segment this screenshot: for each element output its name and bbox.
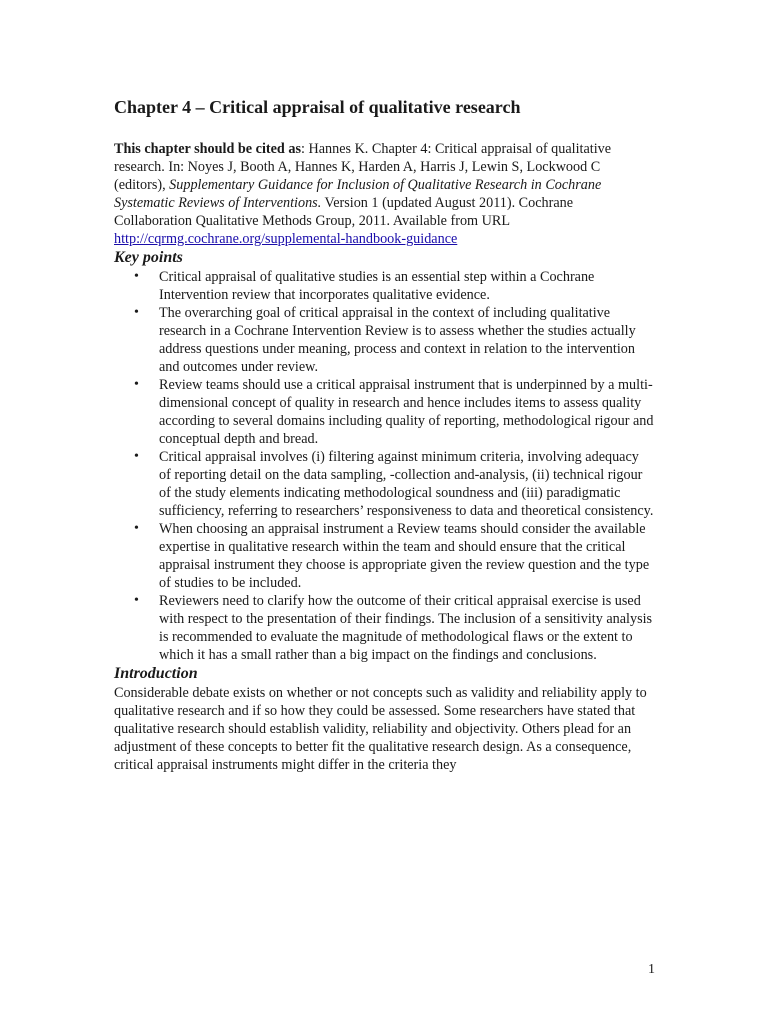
citation-url-link[interactable]: http://cqrmg.cochrane.org/supplemental-handbook-guidance (114, 231, 458, 247)
bullet-icon: • (134, 449, 139, 464)
key-point-text: Critical appraisal of qualitative studies is an essential step within a Cochrane Intervention review that incorporates qualitative evidence. (159, 269, 595, 303)
key-point-item (114, 304, 654, 376)
page-content (114, 96, 654, 774)
chapter-title: Chapter 4 – Critical appraisal of qualitative research (114, 97, 521, 117)
citation-label: This chapter should be cited as (114, 141, 301, 157)
key-point-text: The overarching goal of critical appraisal in the context of including qualitative research in a Cochrane Intervention Review is to assess whether the studies actually address questions under meaning, process and context in relation to the intervention and outcomes under review. (159, 305, 636, 375)
key-point-text: Reviewers need to clarify how the outcome of their critical appraisal exercise is used with respect to the presentation of their findings. The inclusion of a sensitivity analysis is recommended to evaluate the magnitude of methodological flaws or the extent to which it has a small rather than a big impact on the findings and conclusions. (159, 593, 653, 663)
introduction-heading: Introduction (114, 665, 198, 682)
key-point-item (114, 448, 654, 520)
bullet-icon: • (134, 593, 139, 608)
key-point-text: When choosing an appraisal instrument a Review teams should consider the available expertise in qualitative research within the team and should ensure that the critical appraisal instrument they choose is appropriate given the review question and the type of studies to be included. (159, 521, 650, 591)
bullet-icon: • (134, 305, 139, 320)
key-point-item (114, 376, 654, 448)
page-number: 1 (648, 962, 655, 977)
citation-book-title: Supplementary Guidance for Inclusion of Qualitative Research in Cochrane Systematic Reviews of Interventions. (114, 177, 602, 211)
citation-text-2: Version 1 (updated August 2011). Cochrane Collaboration Qualitative Methods Group, 2011. Available from URL (114, 195, 574, 229)
key-point-item (114, 592, 654, 664)
key-point-text: Review teams should use a critical appraisal instrument that is underpinned by a multi-dimensional concept of quality in research and hence includes items to assess quality according to several domains including quality of reporting, methodological rigour and conceptual depth and bread. (159, 377, 654, 447)
key-point-item (114, 520, 654, 592)
citation-text-1: Hannes K. Chapter 4: Critical appraisal of qualitative research. In: Noyes J, Booth A, Hannes K, Harden A, Harris J, Lewin S, Lockwood C (editors), (114, 141, 612, 193)
bullet-icon: • (134, 521, 139, 536)
key-points-list (114, 268, 654, 664)
key-points-heading: Key points (114, 249, 183, 266)
citation-paragraph (114, 140, 654, 248)
bullet-icon: • (134, 269, 139, 284)
key-point-text: Critical appraisal involves (i) filtering against minimum criteria, involving adequacy of reporting detail on the data sampling, -collection and-analysis, (ii) technical rigour of the study elements indicating methodological soundness and (iii) paradigmatic sufficiency, referring to researchers’ responsiveness to data and theoretical consistency. (159, 449, 654, 519)
key-point-item (114, 268, 654, 304)
bullet-icon: • (134, 377, 139, 392)
introduction-paragraph: Considerable debate exists on whether or not concepts such as validity and reliability apply to qualitative research and if so how they could be assessed. Some researchers have stated that qualitative research should establish validity, reliability and objectivity. Others plead for an adjustment of these concepts to better fit the qualitative research design. As a consequence, critical appraisal instruments might differ in the criteria they (114, 685, 647, 773)
citation-colon: : (300, 141, 305, 157)
